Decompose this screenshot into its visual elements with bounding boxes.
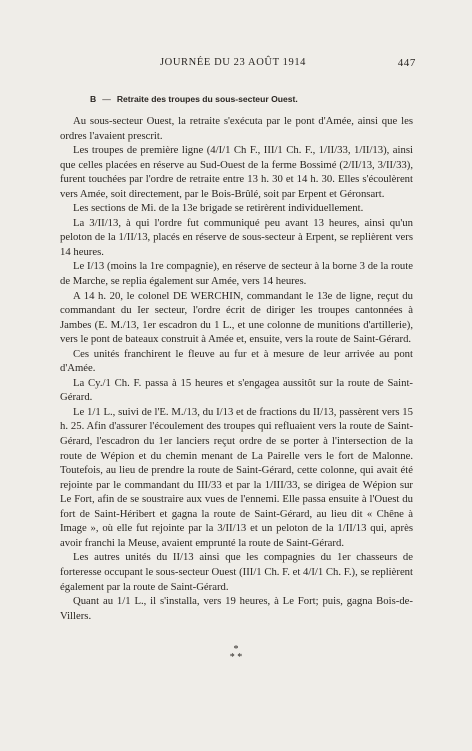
body-text (60, 114, 413, 623)
section-heading (90, 94, 298, 104)
paragraph: La Cy./1 Ch. F. passa à 15 heures et s'engagea aussitôt sur la route de Saint-Gérard. (60, 376, 413, 404)
paragraph: Les sections de Mi. de la 13e brigade se retirèrent individuellement. (73, 202, 364, 215)
paragraph: Le I/13 (moins la 1re compagnie), en réserve de secteur à la borne 3 de la route de Marche, se replia également sur Amée, vers 14 heures. (60, 260, 413, 288)
paragraph: Ces unités franchirent le fleuve au fur et à mesure de leur arrivée au pont d'Amée. (60, 347, 413, 375)
paragraph: La 3/II/13, à qui l'ordre fut communiqué peu avant 13 heures, ainsi qu'un peloton de la 1/II/13, placés en réserve de sous-secteur à Erpent, se replièrent vers 14 heures. (60, 216, 413, 258)
paragraph: A 14 h. 20, le colonel DE WERCHIN, commandant le 13e de ligne, reçut du commandant du Ier secteur, l'ordre écrit de diriger les troupes cantonnées à Jambes (E. M./13, 1er escadron du 1 L., et une colonne de munitions d'artillerie), vers le pont de bateaux construit à Amée et, ensuite, vers la route de Saint-Gérard. (60, 289, 413, 346)
section-title: Retraite des troupes du sous-secteur Ouest. (116, 94, 298, 104)
page-number: 447 (397, 57, 416, 69)
asterism-top: * (233, 644, 239, 655)
paragraph: Au sous-secteur Ouest, la retraite s'exécuta par le pont d'Amée, ainsi que les ordres l'avaient prescrit. (60, 115, 413, 142)
asterism-bottom: * * (229, 652, 243, 663)
paragraph: Les autres unités du II/13 ainsi que les compagnies du 1er chasseurs de forteresse occupant le sous-secteur Ouest (III/1 Ch. F. et 4/I/1 Ch. F.), se replièrent également par la route de Saint-Gérard. (60, 551, 413, 593)
asterism (0, 646, 472, 662)
paragraph: Le 1/1 L., suivi de l'E. M./13, du I/13 et de fractions du II/13, passèrent vers 15 h. 25. Afin d'assurer l'écoulement des troupes qui refluaient vers la route de Saint-Gérard, l'escadron du 1er lanciers reçut ordre de se porter à l'intersection de la route de Wépion et du chemin menant de La Pairelle vers le fort de Malonne. Toutefois, au lieu de prendre la route de Saint-Gérard, cette colonne, qui avait été rejointe par le commandant du III/33 et par la 1/III/33, se dirigea de Wépion sur Le Fort, afin de se soustraire aux vues de l'ennemi. Elle passa ensuite à l'Ouest du fort de Saint-Héribert et gagna la route de Saint-Gérard, au lieu dit « Chêne à Image », où elle fut rejointe par la 3/II/13 et un peloton de la 1/II/13 qui, après avoir franchi la Meuse, avaient emprunté la route de Saint-Gérard. (60, 405, 413, 549)
paragraph: Quant au 1/1 L., il s'installa, vers 19 heures, à Le Fort; puis, gagna Bois-de-Villers. (60, 595, 413, 622)
section-letter: B (90, 94, 97, 104)
section-dash: — (102, 94, 111, 104)
paragraph: Les troupes de première ligne (4/I/1 Ch F., III/1 Ch. F., 1/II/33, 1/II/13), ainsi que celles placées en réserve au Sud-Ouest de la ferme Bossimé (2/II/13, 3/II/33), furent touchées par l'ordre de retraite entre 13 h. 30 et 14 h. 30. Elles s'écoulèrent vers Amée, soit directement, par le Bois-Brûlé, soit par Erpent et Géronsart. (60, 144, 413, 200)
running-title: JOURNÉE DU 23 AOÛT 1914 (160, 57, 307, 68)
